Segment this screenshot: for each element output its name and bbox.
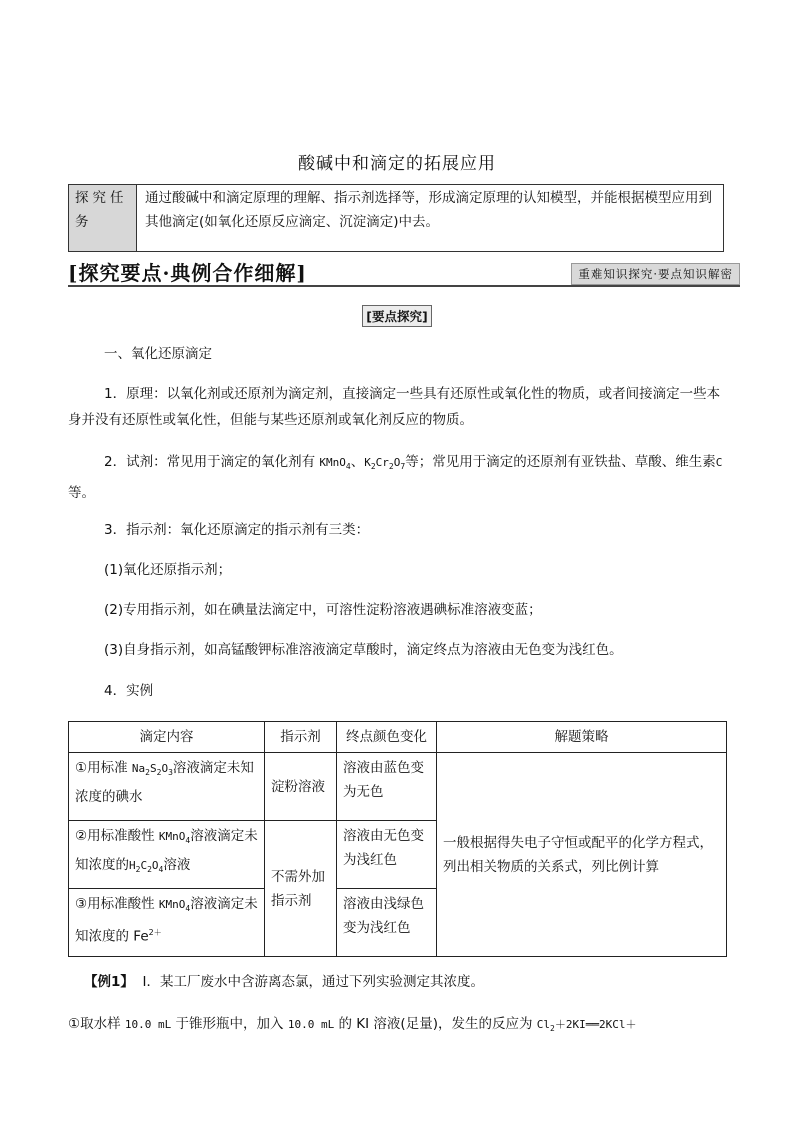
row1-content: ①用标准 $Na_2S_2O_3$溶液滴定未知浓度的碘水 <box>69 753 265 821</box>
shared-indicator: 不需外加指示剂 <box>265 821 337 957</box>
indicator-paragraph: 3．指示剂：氧化还原滴定的指示剂有三类： <box>104 522 370 538</box>
page-title: 酸碱中和滴定的拓展应用 <box>298 154 496 174</box>
row2-change: 溶液由无色变为浅红色 <box>337 821 437 889</box>
task-text: 通过酸碱中和滴定原理的理解、指示剂选择等，形成滴定原理的认知模型，并能根据模型应用到其他滴定(如氧化还原反应滴定、沉淀滴定)中去。 <box>145 190 712 230</box>
header-indicator: 指示剂 <box>265 722 337 753</box>
subsection-label: [要点探究] <box>362 305 431 327</box>
task-box <box>68 184 724 252</box>
titration-table <box>68 721 727 957</box>
heading-redox: 一、氧化还原滴定 <box>104 346 212 362</box>
header-strategy: 解题策略 <box>437 722 727 753</box>
procedure-line: ①取水样 10.0 mL 于锥形瓶中，加入 10.0 mL 的 KI 溶液(足量)，发生的反应为 $Cl_2+2KI══2KCl+$ <box>68 1016 637 1034</box>
formula-k2cr2o7: $K_2Cr_2O_7$ <box>364 456 406 472</box>
row1-change: 溶液由蓝色变为无色 <box>337 753 437 821</box>
separator: 、 <box>350 454 365 470</box>
example-line <box>84 970 484 990</box>
principle-paragraph: 1．原理：以氧化剂或还原剂为滴定剂，直接滴定一些具有还原性或氧化性的物质，或者间接滴定一些本身并没有还原性或氧化性，但能与某些还原剂或氧化剂反应的物质。 <box>68 386 721 428</box>
header-change: 终点颜色变化 <box>337 722 437 753</box>
header-content: 滴定内容 <box>69 722 265 753</box>
indicator-item-2: (2)专用指示剂，如在碘量法滴定中，可溶性淀粉溶液遇碘标准溶液变蓝； <box>104 602 542 618</box>
formula-kmno4: KMnO$_4$ <box>319 456 351 472</box>
indicator-item-1: (1)氧化还原指示剂； <box>104 562 232 578</box>
row1-indicator: 淀粉溶液 <box>265 753 337 821</box>
strategy-cell: 一般根据得失电子守恒或配平的化学方程式，列出相关物质的关系式，列比例计算 <box>437 753 727 957</box>
example-text: Ⅰ．某工厂废水中含游离态氯，通过下列实验测定其浓度。 <box>142 974 484 990</box>
table-header-row <box>69 722 727 753</box>
example-heading: 4．实例 <box>104 683 154 699</box>
task-label: 探究任务 <box>69 185 137 251</box>
reagent-text-a: 2．试剂：常见用于滴定的氧化剂有 <box>104 454 320 470</box>
row2-content: ②用标准酸性 KMnO$_4$溶液滴定未知浓度的$H_2C_2O_4$溶液 <box>69 821 265 889</box>
section-divider <box>68 285 740 287</box>
reagent-text-b: 等；常见用于滴定的还原剂有亚铁盐、草酸、维生素 <box>405 454 716 470</box>
example-tag: 【例1】 <box>84 974 134 990</box>
reagent-paragraph <box>68 449 724 506</box>
indicator-item-3: (3)自身指示剂，如高锰酸钾标准溶液滴定草酸时，滴定终点为溶液由无色变为浅红色。 <box>104 642 623 658</box>
table-row <box>69 753 727 821</box>
row3-content: ③用标准酸性 KMnO$_4$溶液滴定未知浓度的 $Fe^{2+}$ <box>69 889 265 957</box>
row3-change: 溶液由浅绿色变为浅红色 <box>337 889 437 957</box>
subsection-heading <box>0 305 794 327</box>
section-band <box>68 257 740 287</box>
reagent-text-end: 等。 <box>68 485 95 502</box>
vitamin-c: C <box>715 456 723 469</box>
section-title: [探究要点·典例合作细解] <box>68 261 307 285</box>
section-tag: 重难知识探究·要点知识解密 <box>571 263 740 285</box>
